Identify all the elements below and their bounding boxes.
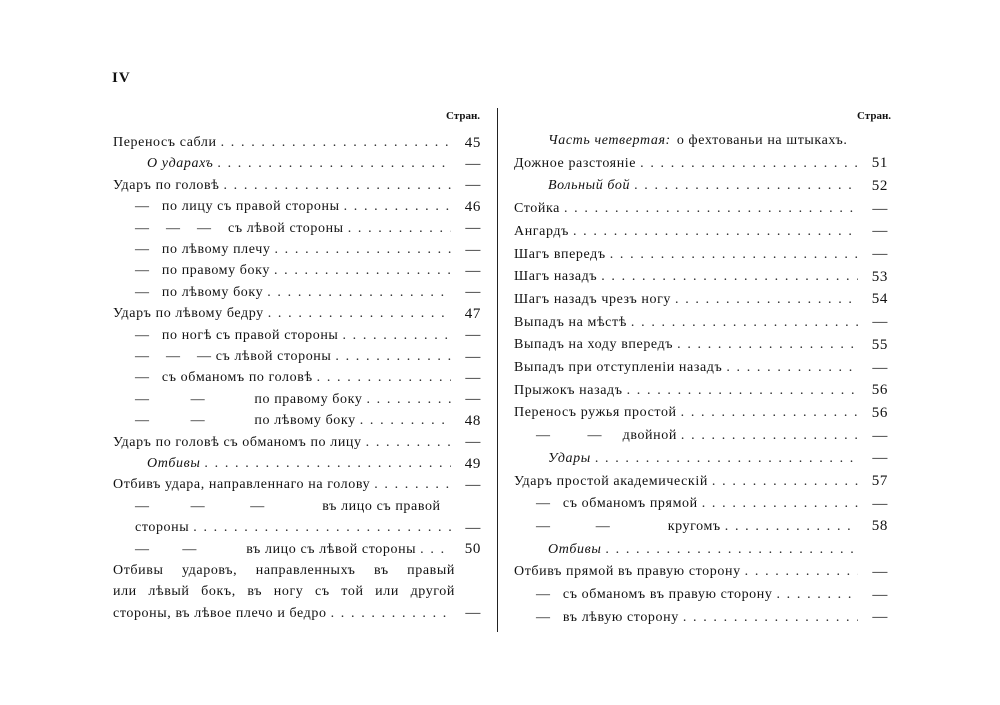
toc-entry [113,325,481,347]
toc-entry [514,312,888,334]
dot-leader [420,542,451,558]
toc-entry-page-number: — [465,284,481,301]
toc-entry [514,175,888,197]
dot-leader [634,178,858,194]
page-folio: IV [112,70,131,86]
toc-entry [113,389,481,411]
toc-entry-title: Ударъ по головѣ [113,177,220,193]
toc-entry-page-number: — [465,348,481,365]
toc-entry-page-number: 56 [871,404,888,421]
toc-entry [514,198,888,220]
toc-entry-page-number: — [465,476,481,493]
part-four-heading [514,130,888,152]
toc-entry-page-number: 54 [871,291,888,308]
toc-entry-title: — въ лѣвую сторону [536,609,679,625]
toc-entry [113,239,481,261]
dot-leader [601,269,858,285]
toc-entry-page-number: — [465,434,481,451]
toc-entry-page-number: — [872,450,888,467]
toc-entry [514,402,888,424]
toc-entry [113,581,481,603]
toc-entry-page-number: 48 [464,412,481,429]
toc-entry [514,471,888,493]
dot-leader [725,519,858,535]
dot-leader [193,520,451,536]
toc-entry [514,493,888,515]
toc-entry [514,584,888,606]
toc-entry-title: Отбивы ударовъ, направленныхъ въ правый [113,563,455,578]
toc-entry [514,334,888,356]
toc-entry-title: Отбивы [548,541,602,557]
toc-entry-page-number: — [872,495,888,512]
toc-entry [514,539,888,561]
toc-entry [113,474,481,496]
dot-leader [348,221,451,237]
toc-entry-page-number: — [872,359,888,376]
dot-leader [627,383,858,399]
toc-entry-page-number: 51 [871,155,888,172]
toc-entry [514,266,888,288]
dot-leader [274,263,451,279]
toc-entry [113,282,481,304]
toc-entry [514,448,888,470]
toc-entry [113,346,481,368]
toc-entry [514,289,888,311]
toc-entry [113,453,481,475]
toc-entry-title: Переносъ сабли [113,135,217,150]
toc-entry-title: — по лѣвому боку [135,284,264,300]
toc-entry-page-number: — [872,609,888,626]
toc-entry-page-number: — [465,177,481,194]
dot-leader [335,349,451,365]
dot-leader [223,178,451,194]
toc-entry [113,260,481,282]
toc-entry-title: Удары [548,450,591,466]
dot-leader [702,496,858,512]
dot-leader [776,587,858,603]
toc-entry-title: Шагъ назадъ [514,269,598,285]
right-page-column-label: Стран. [857,110,892,122]
toc-entry-page-number: 45 [464,134,481,151]
dot-leader [366,392,451,408]
toc-entry-title: Отбивы [147,456,201,471]
toc-entry-title: — по правому боку [135,263,270,279]
toc-entry-title: — — по лѣвому боку [135,413,356,429]
toc-entry-page-number: 46 [464,198,481,215]
dot-leader [605,542,858,558]
toc-entry [113,539,481,561]
toc-entry [514,380,888,402]
toc-entry-title: Выпадъ при отступленіи назадъ [514,360,723,375]
toc-entry-page-number: — [465,369,481,386]
toc-entry-title: Прыжокъ назадъ [514,382,623,398]
toc-entry-title: — съ обманомъ по головѣ [135,370,313,386]
dot-leader [675,292,858,308]
toc-entry-page-number: — [465,605,481,622]
toc-entry-page-number: — [465,155,481,172]
toc-entry-page-number: 47 [464,305,481,322]
toc-entry-page-number: 53 [871,268,888,285]
toc-entry-page-number: — [465,519,481,536]
toc-entry [113,175,481,197]
toc-entry-title: Дожное разстояніе [514,155,637,171]
toc-entry-title: — по ногѣ съ правой стороны [135,327,339,343]
toc-entry [113,517,481,539]
dot-leader [366,435,451,451]
dot-leader [681,405,858,421]
toc-entry-title: Ударъ по головѣ съ обманомъ по лицу [113,434,362,450]
toc-entry-page-number: 49 [464,455,481,472]
toc-entry-title: Шагъ впередъ [514,246,606,262]
dot-leader [610,247,858,263]
dot-leader [595,451,858,467]
toc-entry-page-number: 57 [871,473,888,489]
toc-entry-title: Отбивъ прямой въ правую сторону [514,564,741,580]
toc-entry-page-number: 55 [871,336,888,353]
dot-leader [374,477,451,493]
toc-entry-title: Ударъ по лѣвому бедру [113,306,264,322]
dot-leader [267,285,451,301]
toc-entry-title: или лѣвый бокъ, въ ногу съ той или другой [113,584,455,600]
toc-entry-page-number: — [872,246,888,262]
dot-leader [712,474,858,490]
toc-entry [113,132,481,154]
toc-entry [113,410,481,432]
toc-entry [113,603,481,625]
toc-entry-title: — — кругомъ [536,518,721,534]
toc-entry-title: Выпадъ на мѣстѣ [514,314,627,330]
toc-entry-page-number: — [465,391,481,408]
toc-entry-title: — — двойной [536,428,677,444]
left-page-column-label: Стран. [446,110,481,122]
dot-leader [274,242,451,258]
toc-entry-title: Стойка [514,201,560,217]
toc-entry-title: Вольный бой [548,178,631,194]
toc-entry-page-number: 58 [871,518,888,535]
toc-entry-title: О ударахъ [147,156,214,172]
dot-leader [221,135,451,151]
toc-entry-title: Ангардъ [514,223,569,239]
dot-leader [631,315,858,331]
toc-entry-title: Выпадъ на ходу впередъ [514,337,674,353]
toc-entry [113,496,481,518]
dot-leader [564,201,858,217]
toc-entry-page-number: — [465,241,481,258]
dot-leader [573,224,858,240]
toc-entry-page-number: 52 [871,177,888,194]
toc-entry-title: — съ обманомъ прямой [536,496,698,512]
dot-leader [331,606,451,622]
toc-entry-title: — — — въ лицо съ правой [135,498,441,514]
toc-entry-page-number: — [465,220,481,237]
toc-entry-title: — — по правому боку [135,391,363,407]
dot-leader [204,456,451,472]
dot-leader [360,413,451,429]
toc-entry-page-number: — [872,200,888,217]
toc-entry [514,425,888,447]
toc-entry-title: — — — съ лѣвой стороны [135,220,344,236]
toc-entry-page-number: — [465,327,481,344]
toc-entry [514,357,888,379]
dot-leader [681,428,858,444]
toc-entry [113,432,481,454]
toc-entry-title: — съ обманомъ въ правую сторону [536,587,773,602]
column-divider [497,108,498,632]
toc-entry-page-number: — [872,223,888,240]
toc-entry-page-number: — [872,563,888,580]
toc-entry-page-number: 50 [464,541,481,558]
toc-entry [113,367,481,389]
toc-entry [113,153,481,175]
toc-entry-title: — — — съ лѣвой стороны [135,349,332,364]
part-title: о фехтованьи на штыкахъ. [676,133,848,148]
toc-entry [514,221,888,243]
dot-leader [342,328,451,344]
toc-entry [113,303,481,325]
toc-entry-title: стороны [135,520,190,536]
dot-leader [640,156,858,172]
toc-entry-title: стороны, въ лѣвое плечо и бедро [113,605,327,621]
dot-leader [677,337,858,353]
toc-entry [113,560,481,582]
toc-entry-title: Переносъ ружья простой [514,405,677,421]
toc-entry [514,516,888,538]
dot-leader [268,306,451,322]
dot-leader [344,199,451,215]
part-number: Часть четвертая: [548,133,671,148]
toc-entry [113,196,481,218]
toc-entry-title: Отбивъ удара, направленнаго на голову [113,477,371,493]
toc-entry [514,244,888,266]
toc-entry-page-number: 56 [871,382,888,399]
toc-entry [514,153,888,175]
toc-entry-page-number: — [465,262,481,279]
toc-entry-page-number: — [872,586,888,603]
dot-leader [745,564,858,580]
toc-entry-title: Ударъ простой академическій [514,473,708,489]
toc-entry [113,218,481,240]
toc-entry-title: — по лицу съ правой стороны [135,199,340,215]
dot-leader [217,156,451,172]
toc-entry-page-number: — [872,314,888,331]
dot-leader [726,360,858,376]
dot-leader [683,610,858,626]
toc-entry [514,607,888,629]
toc-entry-title: — по лѣвому плечу [135,242,271,257]
toc-entry-page-number: — [872,427,888,444]
toc-entry-title: — — въ лицо съ лѣвой стороны [135,541,417,557]
toc-entry-title: Шагъ назадъ чрезъ ногу [514,291,672,307]
toc-entry [514,561,888,583]
dot-leader [317,370,451,386]
